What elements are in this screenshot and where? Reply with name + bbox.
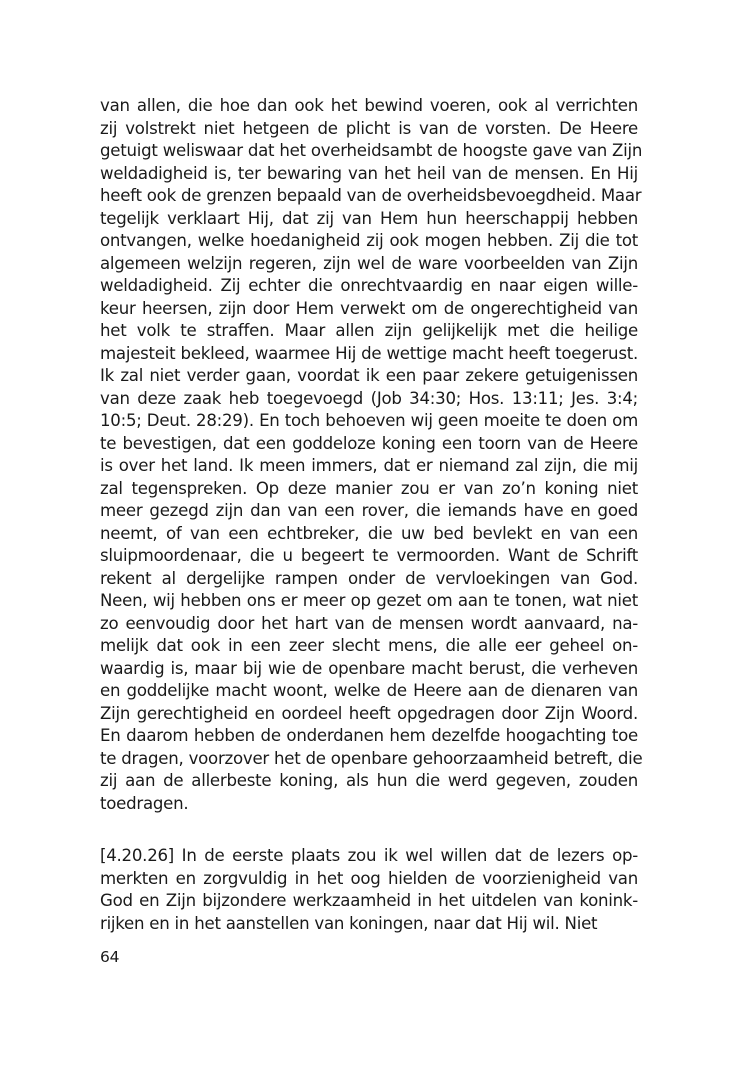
- text-line: neemt, of van een echtbreker, die uw bed bevlekt en van een: [100, 523, 638, 543]
- text-line: zij aan de allerbeste koning, als hun die werd gegeven, zouden: [100, 771, 638, 790]
- text-line: Neen, wij hebben ons er meer op gezet om aan te tonen, wat niet: [100, 591, 638, 610]
- page-number: 64: [100, 948, 120, 966]
- text-line: Ik zal niet verder gaan, voordat ik een paar zekere getuigenissen: [100, 366, 638, 385]
- text-line: van allen, die hoe dan ook het bewind voeren, ook al verrichten: [100, 96, 638, 115]
- text-line: melijk dat ook in een zeer slecht mens, die alle eer geheel on-: [100, 636, 638, 655]
- text-line: majesteit bekleed, waarmee Hij de wettige macht heeft toegerust.: [100, 343, 638, 363]
- text-line: [4.20.26] In de eerste plaats zou ik wel willen dat de lezers op-: [100, 846, 638, 865]
- text-line: Zijn gerechtigheid en oordeel heeft opgedragen door Zijn Woord.: [100, 703, 638, 723]
- text-line: 10:5; Deut. 28:29). En toch behoeven wij geen moeite te doen om: [100, 411, 638, 430]
- text-line: is over het land. Ik meen immers, dat er niemand zal zijn, die mij: [100, 456, 638, 475]
- text-line: waardig is, maar bij wie de openbare macht berust, die verheven: [100, 658, 638, 678]
- text-line: ontvangen, welke hoedanigheid zij ook mogen hebben. Zij die tot: [100, 231, 638, 250]
- text-line: meer gezegd zijn dan van een rover, die iemands have en goed: [100, 501, 638, 520]
- text-line: toedragen.: [100, 793, 189, 813]
- text-line: getuigt weliswaar dat het overheidsambt de hoogste gave van Zijn: [100, 141, 643, 160]
- paragraph-4-20-26: [100, 845, 638, 935]
- paragraph-continuation: [100, 95, 643, 815]
- text-line: te dragen, voorzover het de openbare gehoorzaamheid betreft, die: [100, 748, 643, 768]
- text-line: sluipmoordenaar, die u begeert te vermoorden. Want de Schrift: [100, 546, 638, 565]
- text-line: merkten en zorgvuldig in het oog hielden de voorzienigheid van: [100, 868, 638, 888]
- text-line: En daarom hebben de onderdanen hem dezelfde hoogachting toe: [100, 726, 638, 745]
- text-line: het volk te straffen. Maar allen zijn gelijkelijk met die heilige: [100, 321, 638, 340]
- text-line: van deze zaak heb toegevoegd (Job 34:30; Hos. 13:11; Jes. 3:4;: [100, 388, 638, 408]
- text-line: zal tegenspreken. Op deze manier zou er van zo’n koning niet: [100, 478, 638, 498]
- text-line: keur heersen, zijn door Hem verwekt om de ongerechtigheid van: [100, 298, 638, 318]
- text-line: zij volstrekt niet hetgeen de plicht is van de vorsten. De Heere: [100, 118, 638, 138]
- text-line: heeft ook de grenzen bepaald van de overheidsbevoegdheid. Maar: [100, 186, 642, 205]
- text-line: te bevestigen, dat een goddeloze koning een toorn van de Heere: [100, 433, 638, 453]
- text-line: tegelijk verklaart Hij, dat zij van Hem hun heerschappij hebben: [100, 208, 638, 228]
- text-line: rekent al dergelijke rampen onder de vervloekingen van God.: [100, 568, 638, 588]
- text-line: en goddelijke macht woont, welke de Heere aan de dienaren van: [100, 681, 638, 700]
- text-line: rijken en in het aanstellen van koningen, naar dat Hij wil. Niet: [100, 913, 598, 933]
- text-line: God en Zijn bijzondere werkzaamheid in het uitdelen van konink-: [100, 891, 638, 910]
- text-line: zo eenvoudig door het hart van de mensen wordt aanvaard, na-: [100, 613, 638, 633]
- text-line: algemeen welzijn regeren, zijn wel de ware voorbeelden van Zijn: [100, 253, 638, 273]
- text-line: weldadigheid. Zij echter die onrechtvaardig en naar eigen wille-: [100, 276, 638, 295]
- text-line: weldadigheid is, ter bewaring van het heil van de mensen. En Hij: [100, 163, 638, 183]
